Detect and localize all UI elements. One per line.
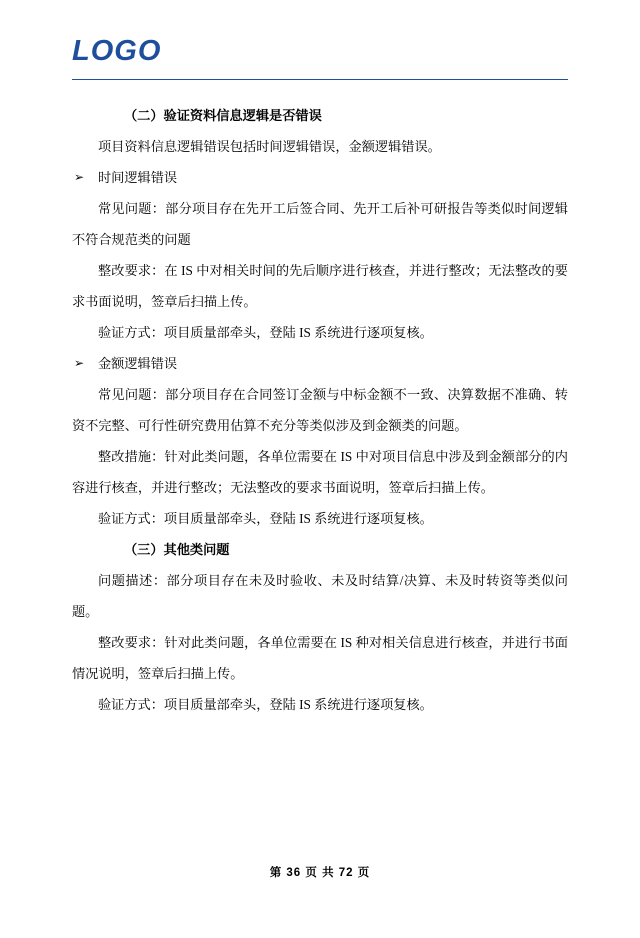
paragraph: 整改要求：在 IS 中对相关时间的先后顺序进行核查，并进行整改；无法整改的要求书面说明，签章后扫描上传。 — [72, 263, 568, 309]
document-body — [72, 100, 568, 720]
page-footer — [72, 864, 568, 880]
section-heading: （三）其他类问题 — [124, 542, 230, 557]
paragraph: 问题描述：部分项目存在未及时验收、未及时结算/决算、未及时转资等类似问题。 — [72, 573, 568, 619]
document-page — [0, 32, 640, 938]
header-divider — [72, 79, 568, 80]
section-heading: （二）验证资料信息逻辑是否错误 — [124, 108, 322, 123]
paragraph: 常见问题：部分项目存在先开工后签合同、先开工后补可研报告等类似时间逻辑不符合规范类的问题 — [72, 201, 568, 247]
bullet-label: 金额逻辑错误 — [98, 356, 178, 371]
paragraph: 验证方式：项目质量部牵头，登陆 IS 系统进行逐项复核。 — [98, 325, 433, 340]
bullet-label: 时间逻辑错误 — [98, 170, 178, 185]
paragraph: 整改措施：针对此类问题，各单位需要在 IS 中对项目信息中涉及到金额部分的内容进行核查，并进行整改；无法整改的要求书面说明，签章后扫描上传。 — [72, 449, 568, 495]
arrow-bullet-icon: ➢ — [74, 356, 85, 370]
page-number: 第 36 页 共 72 页 — [269, 867, 371, 879]
logo: LOGO — [72, 35, 162, 67]
paragraph: 验证方式：项目质量部牵头，登陆 IS 系统进行逐项复核。 — [98, 511, 433, 526]
paragraph: 整改要求：针对此类问题，各单位需要在 IS 种对相关信息进行核查，并进行书面情况说明，签章后扫描上传。 — [72, 635, 568, 681]
paragraph: 项目资料信息逻辑错误包括时间逻辑错误，金额逻辑错误。 — [98, 139, 441, 154]
paragraph: 验证方式：项目质量部牵头，登陆 IS 系统进行逐项复核。 — [98, 697, 433, 712]
bullet-item — [72, 162, 568, 193]
bullet-item — [72, 348, 568, 379]
page-header — [72, 32, 568, 86]
arrow-bullet-icon: ➢ — [74, 170, 85, 184]
paragraph: 常见问题：部分项目存在合同签订金额与中标金额不一致、决算数据不准确、转资不完整、可行性研究费用估算不充分等类似涉及到金额类的问题。 — [72, 387, 568, 433]
